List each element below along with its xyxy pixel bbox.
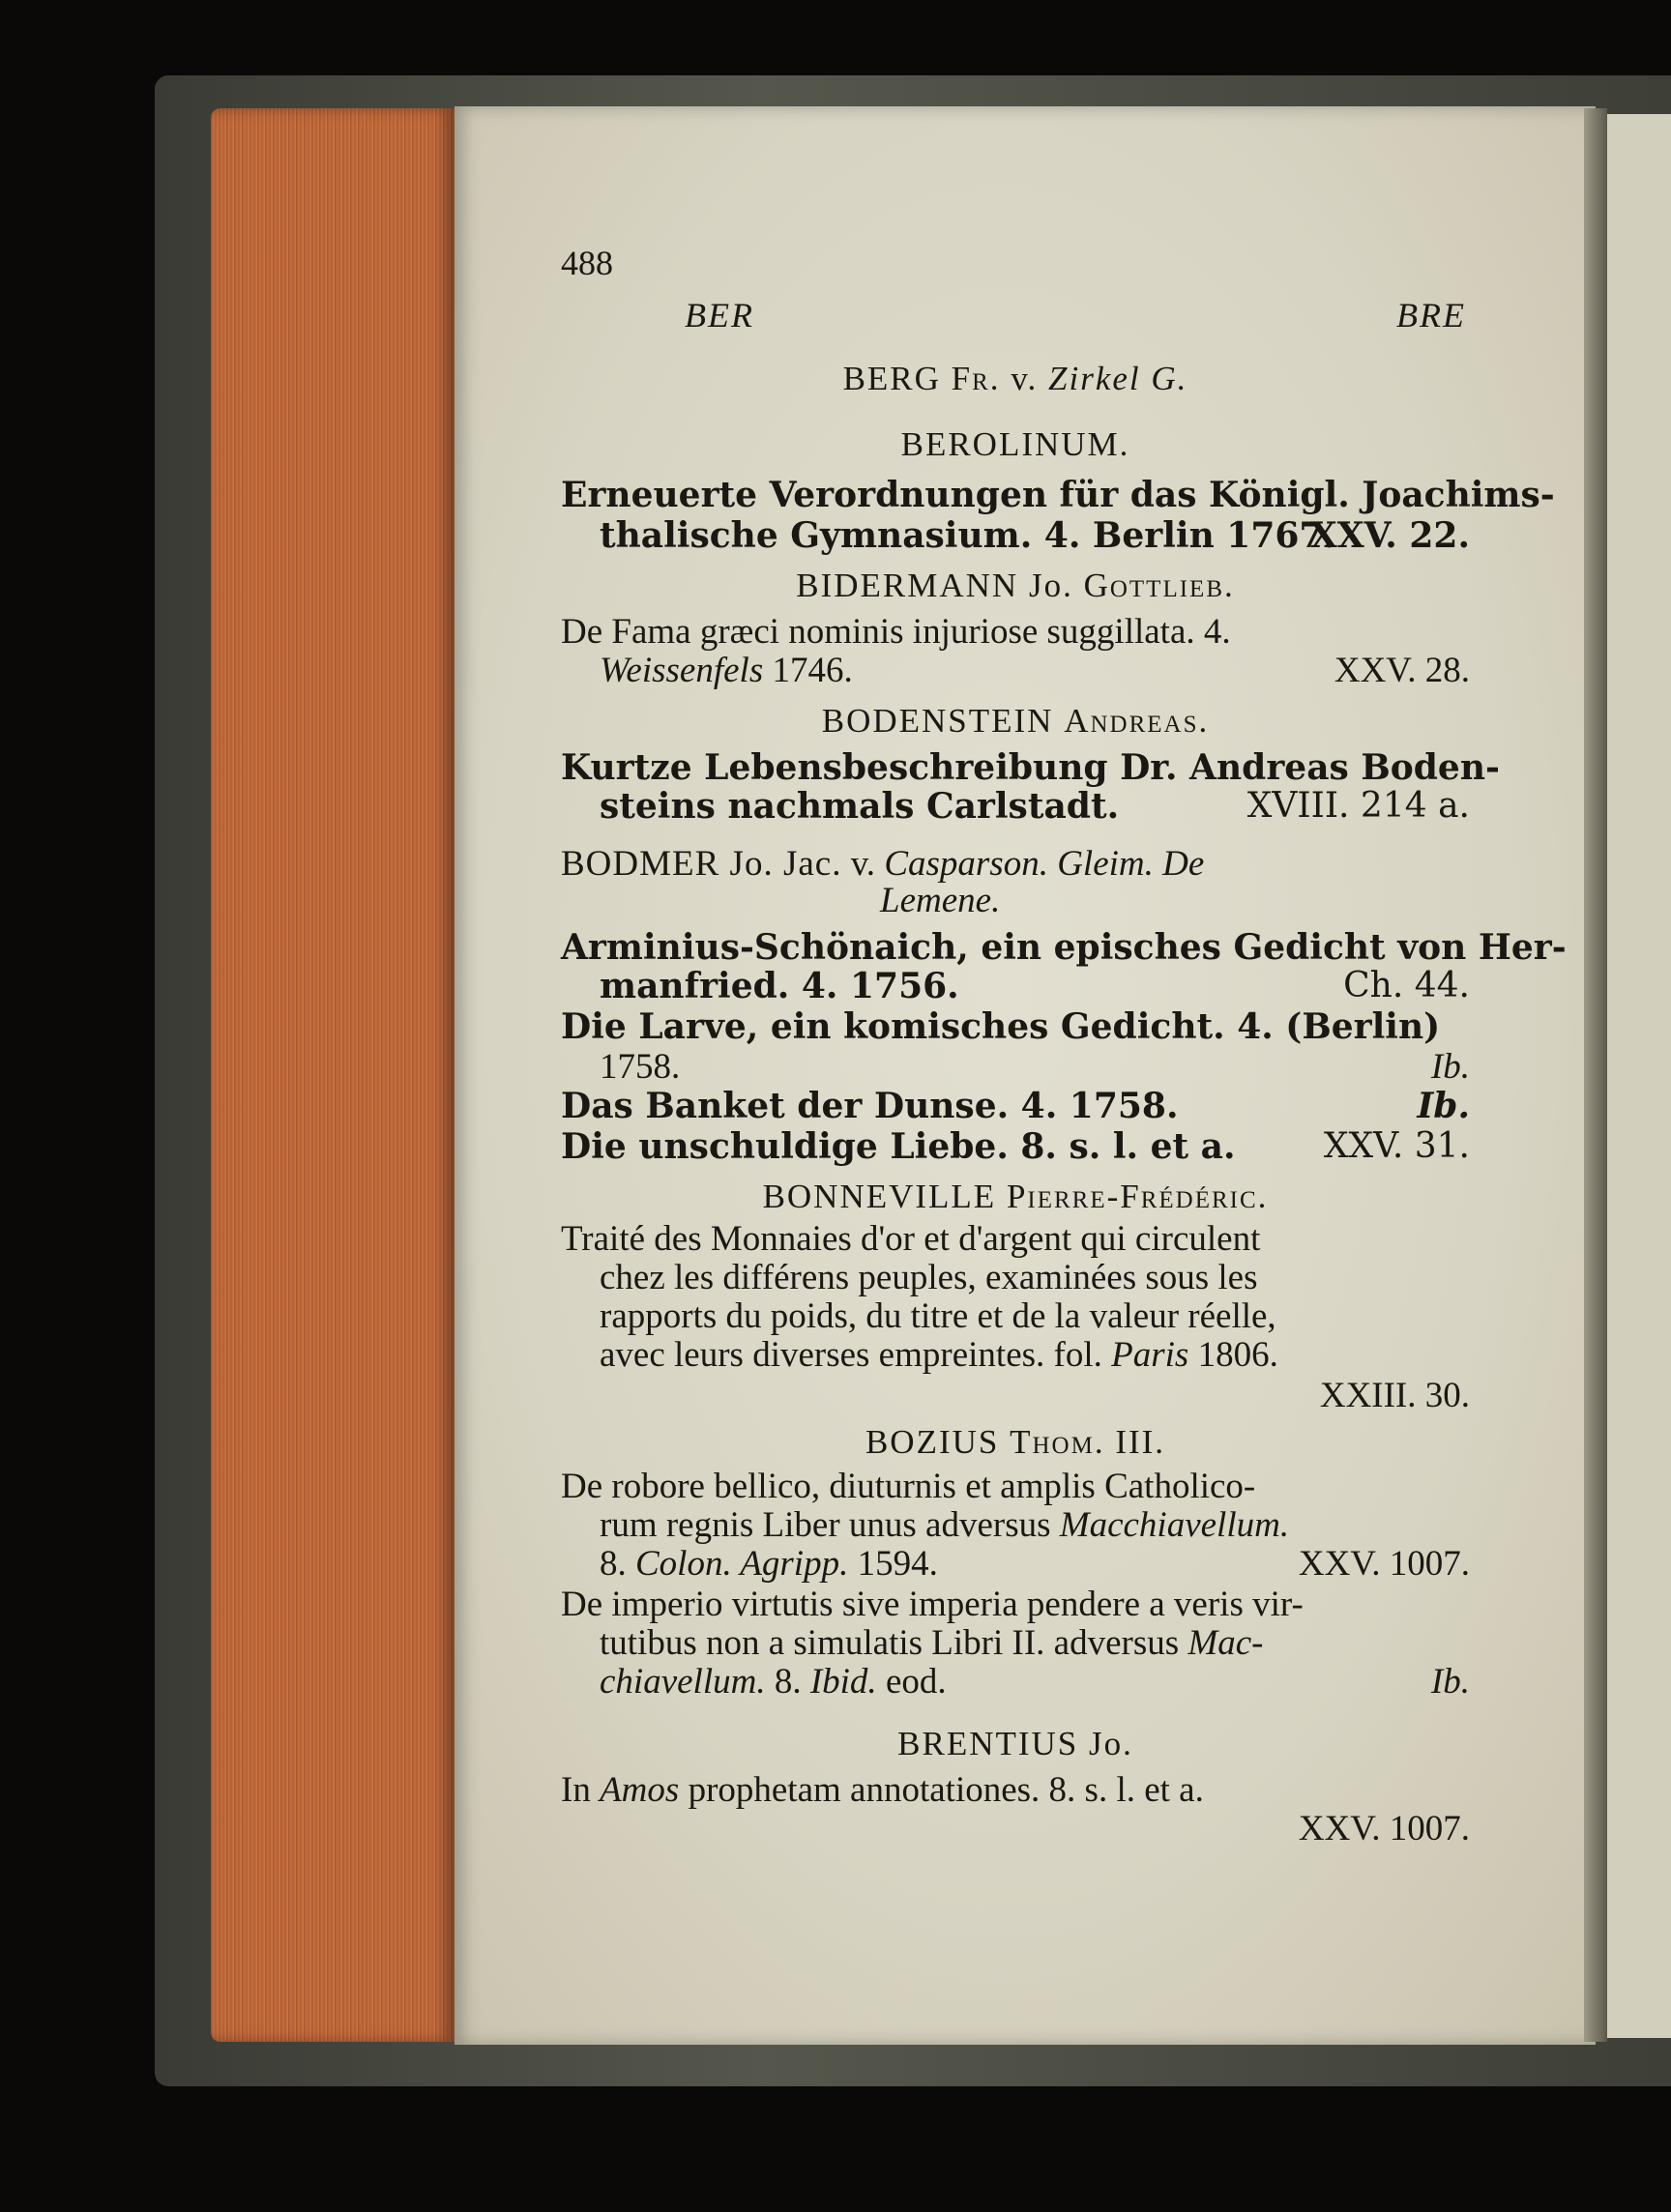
entry-line: Traité des Monnaies d'or et d'argent qui circulent (561, 1219, 1261, 1259)
entry-line: Weissenfels 1746. XXV. 28. (600, 651, 1470, 690)
entry-line: rum regnis Liber unus adversus Macchiavellum. (600, 1505, 1290, 1545)
book-gutter (1584, 108, 1607, 2042)
entry-line: Kurtze Lebensbeschreibung Dr. Andreas Boden- (561, 747, 1500, 788)
entry-heading-bodenstein: BODENSTEIN Andreas. (821, 702, 1210, 740)
entry-line: De Fama græci nominis injuriose suggillata. 4. (561, 612, 1231, 652)
entry-line: De imperio virtutis sive imperia pendere a veris vir- (561, 1585, 1304, 1624)
running-head-right: BRE (1396, 296, 1466, 335)
entry-line: Das Banket der Dunse. 4. 1758. Ib. (561, 1086, 1470, 1126)
entry-line: steins nachmals Carlstadt. XVIII. 214 a. (600, 786, 1470, 827)
entry-line: 8. Colon. Agripp. 1594. XXV. 1007. (600, 1544, 1470, 1584)
entry-line: Lemene. (880, 881, 1001, 920)
entry-heading-bidermann: BIDERMANN Jo. Gottlieb. (796, 567, 1235, 604)
entry-line: rapports du poids, du titre et de la valeur réelle, (600, 1296, 1276, 1336)
entry-line: In Amos prophetam annotationes. 8. s. l. et a. (561, 1770, 1204, 1810)
entry-heading-berg: BERG Fr. v. Zirkel G. (842, 360, 1188, 397)
entry-line: Erneuerte Verordnungen für das Königl. Joachims- (561, 475, 1555, 515)
entry-line: Die Larve, ein komisches Gedicht. 4. (Berlin) (561, 1006, 1441, 1047)
entry-line: avec leurs diverses empreintes. fol. Paris 1806. (600, 1335, 1278, 1375)
running-head-left: BER (685, 296, 754, 335)
entry-line: Arminius-Schönaich, ein episches Gedicht von Her- (561, 927, 1567, 968)
entry-line: chez les différens peuples, examinées sous les (600, 1258, 1258, 1297)
facing-page-edge (1607, 114, 1671, 2038)
entry-line: manfried. 4. 1756. Ch. 44. (600, 966, 1470, 1006)
entry-heading-bodmer: BODMER Jo. Jac. v. Casparson. Gleim. De (561, 844, 1205, 884)
entry-heading-bonneville: BONNEVILLE Pierre-Frédéric. (762, 1178, 1269, 1215)
page-edges (211, 108, 454, 2042)
entry-line: De robore bellico, diuturnis et amplis Catholico- (561, 1467, 1256, 1506)
entry-heading-brentius: BRENTIUS Jo. (897, 1725, 1133, 1762)
entry-line: thalische Gymnasium. 4. Berlin 1767. XXV. 22. (600, 515, 1470, 556)
entry-line: chiavellum. 8. Ibid. eod. Ib. (600, 1662, 1470, 1702)
entry-line: tutibus non a simulatis Libri II. adversus Mac- (600, 1623, 1264, 1663)
page-number: 488 (561, 244, 613, 282)
entry-line: Die unschuldige Liebe. 8. s. l. et a. XXV. 31. (561, 1126, 1470, 1167)
entry-line: 1758. Ib. (600, 1047, 1470, 1087)
entry-heading-berolinum: BEROLINUM. (900, 425, 1130, 463)
entry-heading-bozius: BOZIUS Thom. III. (865, 1423, 1166, 1461)
